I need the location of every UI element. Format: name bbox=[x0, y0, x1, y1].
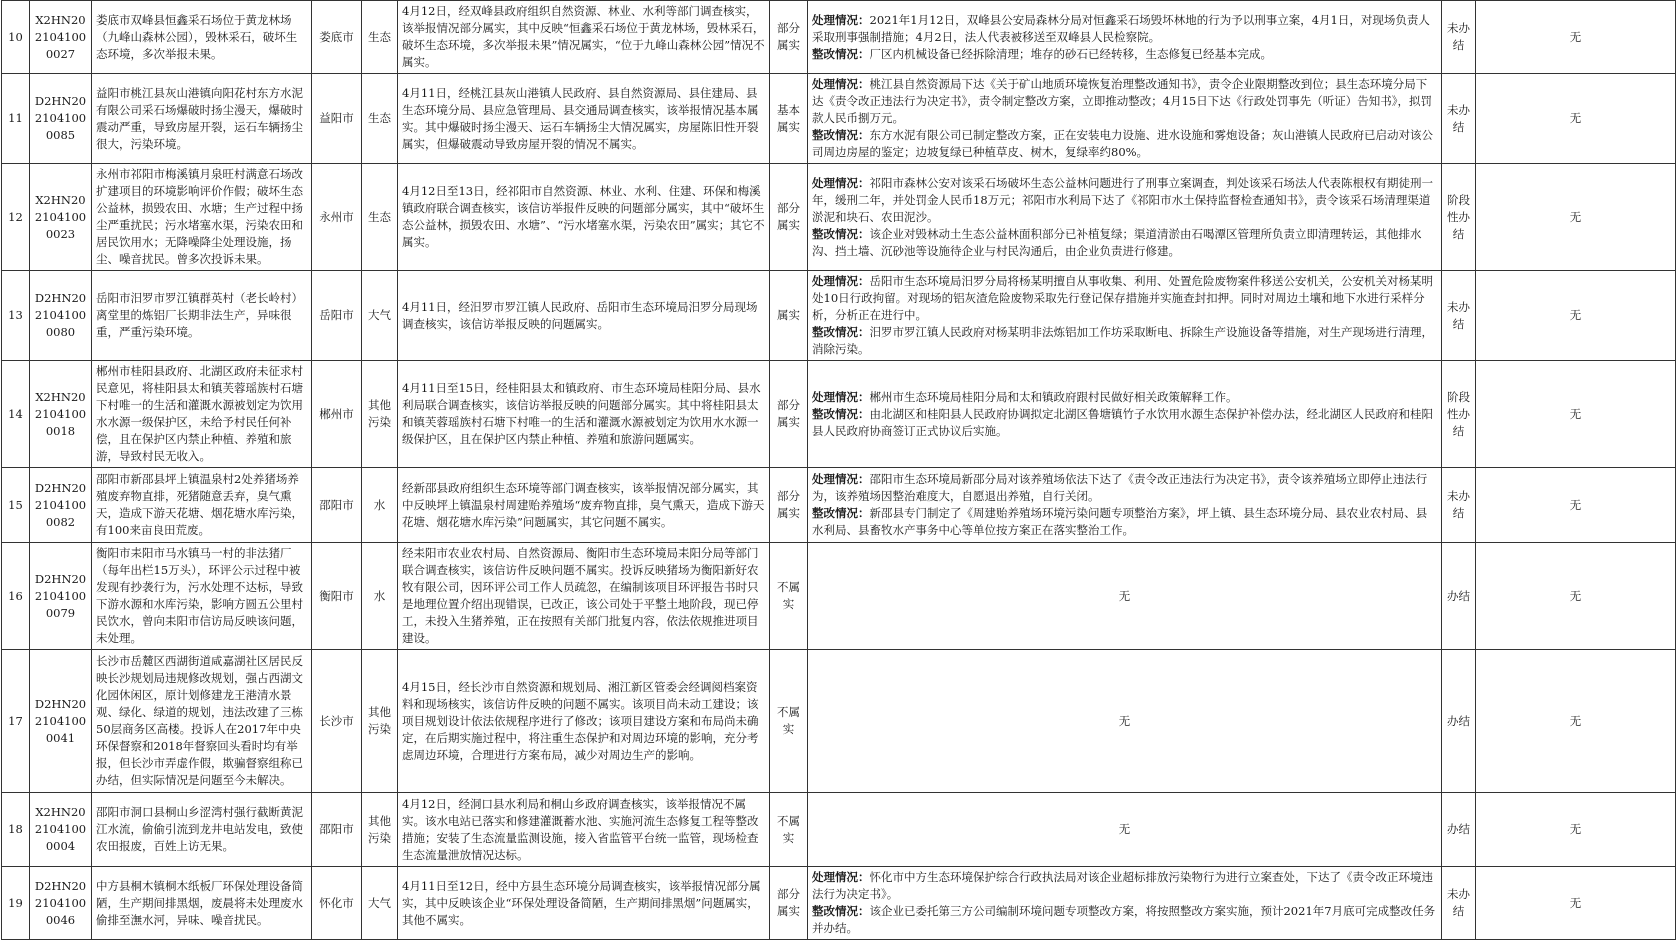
row-number: 12 bbox=[2, 164, 30, 271]
rectification-paragraph bbox=[812, 46, 1437, 63]
rectification-paragraph bbox=[812, 406, 1437, 440]
handling-result: 无 bbox=[808, 543, 1442, 650]
complaint-text: 娄底市双峰县恒鑫采石场位于黄龙林场（九峰山森林公园），毁林采石，破坏生态环境，多次举报未果。 bbox=[92, 1, 312, 74]
rectification-paragraph bbox=[812, 505, 1437, 539]
handling-paragraph bbox=[812, 869, 1437, 903]
investigation-text: 4月11日至12日，经中方县生态环境分局调查核实，该举报情况部分属实，其中反映该企业“环保处理设备简陋，生产期间排黑烟”问题属实，其他不属实。 bbox=[398, 867, 770, 940]
complaint-text: 衡阳市耒阳市马水镇马一村的非法猪厂（每年出栏15万头），环评公示过程中被发现有抄袭行为，污水处理不达标，导致下游水源和水库污染，影响方圆五公里村民饮水，曾向耒阳市信访局反映该问题，未处理。 bbox=[92, 543, 312, 650]
status: 办结 bbox=[1442, 650, 1476, 793]
row-number: 17 bbox=[2, 650, 30, 793]
petition-code: D2HN2021041000085 bbox=[30, 74, 92, 164]
petition-code: D2HN2021041000080 bbox=[30, 271, 92, 361]
rectification-label: 整改情况： bbox=[812, 904, 870, 918]
petition-code: X2HN2021041000023 bbox=[30, 164, 92, 271]
rectification-text: 新邵县专门制定了《周建贻养殖场环境污染问题专项整治方案》，坪上镇、县生态环境分局、县农业农村局、县水利局、县畜牧水产事务中心等单位按方案正在落实整治工作。 bbox=[812, 506, 1428, 537]
status: 未办结 bbox=[1442, 468, 1476, 543]
accountability: 无 bbox=[1476, 793, 1676, 867]
city: 岳阳市 bbox=[312, 271, 362, 361]
accountability: 无 bbox=[1476, 468, 1676, 543]
verdict: 部分属实 bbox=[770, 1, 808, 74]
handling-label: 处理情况： bbox=[812, 12, 870, 27]
rectification-text: 厂区内机械设备已经拆除清理；堆存的砂石已经转移，生态修复已经基本完成。 bbox=[869, 46, 1272, 61]
status: 未办结 bbox=[1442, 867, 1476, 940]
table-body bbox=[2, 1, 1676, 940]
complaint-text: 永州市祁阳市梅溪镇月泉旺村满意石场改扩建项目的环境影响评价作假；破坏生态公益林，损毁农田、水塘；生产过程中扬尘严重扰民；污水堵塞水渠，污染农田和居民饮用水；无降噪降尘处理设施，扬尘、噪音扰民。曾多次投诉未果。 bbox=[92, 164, 312, 271]
rectification-paragraph bbox=[812, 324, 1437, 358]
table-row bbox=[2, 271, 1676, 361]
verdict: 部分属实 bbox=[770, 867, 808, 940]
accountability: 无 bbox=[1476, 164, 1676, 271]
handling-text: 郴州市生态环境局桂阳分局和太和镇政府跟村民做好相关政策解释工作。 bbox=[869, 389, 1238, 404]
investigation-text: 经新邵县政府组织生态环境等部门调查核实，该举报情况部分属实，其中反映坪上镇温泉村周建贻养殖场“废弃物直排，臭气熏天，造成下游天花塘、烟花塘水库污染”问题属实，其它问题不属实。 bbox=[398, 468, 770, 543]
accountability: 无 bbox=[1476, 867, 1676, 940]
handling-label: 处理情况： bbox=[812, 274, 870, 288]
pollution-type: 其他污染 bbox=[362, 793, 398, 867]
status: 阶段性办结 bbox=[1442, 361, 1476, 468]
rectification-text: 该企业已委托第三方公司编制环境问题专项整改方案，将按照整改方案实施，预计2021年7月底可完成整改任务并办结。 bbox=[812, 904, 1436, 935]
pollution-type: 生态 bbox=[362, 74, 398, 164]
handling-paragraph bbox=[812, 76, 1437, 127]
handling-label: 处理情况： bbox=[812, 389, 870, 404]
city: 娄底市 bbox=[312, 1, 362, 74]
table-row bbox=[2, 1, 1676, 74]
status: 未办结 bbox=[1442, 74, 1476, 164]
accountability: 无 bbox=[1476, 271, 1676, 361]
handling-text: 祁阳市森林公安对该采石场破坏生态公益林问题进行了刑事立案调查，判处该采石场法人代表陈根权有期徒刑一年，缓刑二年，并处罚金人民币18万元；祁阳市水利局下达了《祁阳市水土保持监督检查通知书》，责令该采石场清理渠道淤泥和块石、农田泥沙。 bbox=[812, 175, 1433, 224]
row-number: 11 bbox=[2, 74, 30, 164]
accountability: 无 bbox=[1476, 1, 1676, 74]
table-row bbox=[2, 867, 1676, 940]
row-number: 18 bbox=[2, 793, 30, 867]
rectification-text: 东方水泥有限公司已制定整改方案，正在安装电力设施、进水设施和雾炮设备；灰山港镇人民政府已启动对该公司周边房屋的鉴定；边坡复绿已种植草皮、树木，复绿率约80%。 bbox=[812, 128, 1433, 159]
handling-cell bbox=[808, 271, 1442, 361]
table-row bbox=[2, 468, 1676, 543]
handling-paragraph bbox=[812, 175, 1437, 226]
handling-label: 处理情况： bbox=[812, 870, 870, 884]
city: 衡阳市 bbox=[312, 543, 362, 650]
investigation-text: 4月11日至15日，经桂阳县太和镇政府、市生态环境局桂阳分局、县水利局联合调查核实，该信访举报反映的问题部分属实。其中将桂阳县太和镇芙蓉瑶族村石塘下村唯一的生活和灌溉水源被划定为饮用水水源一级保护区，且在保护区内禁止种植、养殖和旅游问题属实。 bbox=[398, 361, 770, 468]
status: 未办结 bbox=[1442, 271, 1476, 361]
pollution-type: 大气 bbox=[362, 867, 398, 940]
handling-cell bbox=[808, 361, 1442, 468]
row-number: 16 bbox=[2, 543, 30, 650]
verdict: 基本属实 bbox=[770, 74, 808, 164]
pollution-type: 其他污染 bbox=[362, 650, 398, 793]
city: 怀化市 bbox=[312, 867, 362, 940]
handling-text: 邵阳市生态环境局新邵分局对该养殖场依法下达了《责令改正违法行为决定书》，责令该养殖场立即停止违法行为，该养殖场因整治难度大，自愿退出养殖，自行关闭。 bbox=[812, 472, 1428, 503]
handling-text: 2021年1月12日，双峰县公安局森林分局对恒鑫采石场毁坏林地的行为予以刑事立案，4月1日，对现场负责人采取刑事强制措施；4月2日，法人代表被移送至双峰县人民检察院。 bbox=[812, 12, 1430, 44]
status: 阶段性办结 bbox=[1442, 164, 1476, 271]
rectification-paragraph bbox=[812, 226, 1437, 260]
table-row bbox=[2, 74, 1676, 164]
city: 益阳市 bbox=[312, 74, 362, 164]
petition-code: D2HN2021041000046 bbox=[30, 867, 92, 940]
status: 办结 bbox=[1442, 543, 1476, 650]
accountability: 无 bbox=[1476, 543, 1676, 650]
verdict: 属实 bbox=[770, 271, 808, 361]
investigation-text: 4月15日，经长沙市自然资源和规划局、湘江新区管委会经调阅档案资料和现场核实，该信访件反映的问题不属实。该项目尚未动工建设；该项目规划设计依法依规程序进行了修改；该项目建设方案和布局尚未确定，在后期实施过程中，将注重生态保护和对周边环境的影响，充分考虑周边环境，合理进行方案布局，减少对周边生产的影响。 bbox=[398, 650, 770, 793]
table-row bbox=[2, 361, 1676, 468]
city: 长沙市 bbox=[312, 650, 362, 793]
handling-cell bbox=[808, 164, 1442, 271]
complaint-text: 郴州市桂阳县政府、北湖区政府未征求村民意见，将桂阳县太和镇芙蓉瑶族村石塘下村唯一的生活和灌溉水源被划定为饮用水水源一级保护区，未给予村民任何补偿，且在保护区内禁止种植、养殖和旅游，导致村民无收入。 bbox=[92, 361, 312, 468]
city: 郴州市 bbox=[312, 361, 362, 468]
verdict: 部分属实 bbox=[770, 468, 808, 543]
petition-code: D2HN2021041000079 bbox=[30, 543, 92, 650]
status: 办结 bbox=[1442, 793, 1476, 867]
pollution-type: 水 bbox=[362, 468, 398, 543]
complaint-text: 长沙市岳麓区西湖街道咸嘉湖社区居民反映长沙规划局违规修改规划，强占西湖文化园休闲区，原计划修建龙王港清水景观、绿化、绿道的规划，违法改建了三栋50层商务区高楼。投诉人在2017年中央环保督察和2018年督察回头看时均有举报，但长沙市弄虚作假，欺骗督察组称已办结，但实际情况是问题至今未解决。 bbox=[92, 650, 312, 793]
city: 永州市 bbox=[312, 164, 362, 271]
investigation-text: 4月11日，经汨罗市罗江镇人民政府、岳阳市生态环境局汨罗分局现场调查核实，该信访举报反映的问题属实。 bbox=[398, 271, 770, 361]
pollution-type: 水 bbox=[362, 543, 398, 650]
verdict: 部分属实 bbox=[770, 164, 808, 271]
investigation-text: 4月12日，经洞口县水利局和桐山乡政府调查核实，该举报情况不属实。该水电站已落实和修建灌溉蓄水池、实施河流生态修复工程等整改措施；安装了生态流量监测设施，接入省监管平台统一监管，现场检查生态流量泄放情况达标。 bbox=[398, 793, 770, 867]
complaint-text: 邵阳市洞口县桐山乡涩湾村强行截断黄泥江水流，偷偷引流到龙井电站发电，致使农田报废，百姓上访无果。 bbox=[92, 793, 312, 867]
handling-paragraph bbox=[812, 471, 1437, 505]
petition-code: D2HN2021041000082 bbox=[30, 468, 92, 543]
row-number: 14 bbox=[2, 361, 30, 468]
table-row bbox=[2, 543, 1676, 650]
verdict: 不属实 bbox=[770, 793, 808, 867]
handling-paragraph bbox=[812, 389, 1437, 406]
accountability: 无 bbox=[1476, 650, 1676, 793]
pollution-type: 其他污染 bbox=[362, 361, 398, 468]
complaint-text: 益阳市桃江县灰山港镇向阳花村东方水泥有限公司采石场爆破时扬尘漫天，爆破时震动严重，导致房屋开裂，运石车辆扬尘很大，污染环境。 bbox=[92, 74, 312, 164]
handling-cell bbox=[808, 468, 1442, 543]
verdict: 不属实 bbox=[770, 650, 808, 793]
investigation-text: 4月12日至13日，经祁阳市自然资源、林业、水利、住建、环保和梅溪镇政府联合调查核实，该信访举报件反映的问题部分属实，其中“破坏生态公益林，损毁农田、水塘”、“污水堵塞水渠，污染农田”属实；其它不属实。 bbox=[398, 164, 770, 271]
handling-cell bbox=[808, 1, 1442, 74]
handling-label: 处理情况： bbox=[812, 77, 870, 91]
rectification-text: 由北湖区和桂阳县人民政府协调拟定北湖区鲁塘镇竹子水饮用水源生态保护补偿办法，经北湖区人民政府和桂阳县人民政府协商签订正式协议后实施。 bbox=[812, 406, 1433, 438]
rectification-label: 整改情况： bbox=[812, 506, 870, 520]
rectification-label: 整改情况： bbox=[812, 325, 870, 339]
rectification-label: 整改情况： bbox=[812, 226, 870, 241]
petition-table bbox=[1, 0, 1676, 940]
investigation-text: 经耒阳市农业农村局、自然资源局、衡阳市生态环境局耒阳分局等部门联合调查核实，该信访件反映问题不属实。投诉反映猪场为衡阳新好农牧有限公司，因环评公司工作人员疏忽，在编制该项目环评报告书时只是地理位置介绍出现错误，已改正，该公司处于平整土地阶段，现已停工，未投入生猪养殖，正在按照有关部门批复内容，依法依规推进项目建设。 bbox=[398, 543, 770, 650]
handling-paragraph bbox=[812, 273, 1437, 324]
city: 邵阳市 bbox=[312, 468, 362, 543]
table-row bbox=[2, 650, 1676, 793]
rectification-text: 该企业对毁林动土生态公益林面积部分已补植复绿；渠道清淤由石喝潭区管理所负责立即清理转运，其他排水沟、挡土墙、沉砂池等设施待企业与村民沟通后，由企业负责进行修建。 bbox=[812, 226, 1422, 258]
handling-result: 无 bbox=[808, 793, 1442, 867]
handling-text: 桃江县自然资源局下达《关于矿山地质环境恢复治理整改通知书》，责令企业限期整改到位；县生态环境分局下达《责令改正违法行为决定书》，责令制定整改方案，立即推动整改；4月15日下达《行政处罚事先（听证）告知书》，拟罚款人民币捌万元。 bbox=[812, 77, 1432, 125]
handling-cell bbox=[808, 867, 1442, 940]
table-row bbox=[2, 793, 1676, 867]
handling-paragraph bbox=[812, 12, 1437, 46]
row-number: 15 bbox=[2, 468, 30, 543]
handling-cell bbox=[808, 74, 1442, 164]
handling-label: 处理情况： bbox=[812, 175, 870, 190]
petition-code: X2HN2021041000018 bbox=[30, 361, 92, 468]
pollution-type: 生态 bbox=[362, 164, 398, 271]
rectification-paragraph bbox=[812, 127, 1437, 161]
complaint-text: 中方县桐木镇桐木纸板厂环保处理设备简陋，生产期间排黑烟，废晨将未处理废水偷排至潕水河，异味、噪音扰民。 bbox=[92, 867, 312, 940]
row-number: 10 bbox=[2, 1, 30, 74]
handling-text: 怀化市中方生态环境保护综合行政执法局对该企业超标排放污染物行为进行立案查处，下达了《责令改正环境违法行为决定书》。 bbox=[812, 870, 1433, 901]
investigation-text: 4月11日，经桃江县灰山港镇人民政府、县自然资源局、县住建局、县生态环境分局、县应急管理局、县交通局调查核实，该举报情况基本属实。其中爆破时扬尘漫天、运石车辆扬尘大情况属实，房屋陈旧性开裂属实，但爆破震动导致房屋开裂的情况不属实。 bbox=[398, 74, 770, 164]
rectification-paragraph bbox=[812, 903, 1437, 937]
handling-text: 岳阳市生态环境局汨罗分局将杨某明擅自从事收集、利用、处置危险废物案件移送公安机关，公安机关对杨某明处10日行政拘留。对现场的铝灰渣危险废物采取先行登记保存措施并实施查封扣押。同时对周边土壤和地下水进行采样分析，分析正在进行中。 bbox=[812, 274, 1433, 322]
handling-label: 处理情况： bbox=[812, 472, 870, 486]
accountability: 无 bbox=[1476, 361, 1676, 468]
complaint-text: 岳阳市汨罗市罗江镇群英村（老长岭村）离堂里的炼铝厂长期非法生产，异味很重，严重污染环境。 bbox=[92, 271, 312, 361]
investigation-text: 4月12日，经双峰县政府组织自然资源、林业、水利等部门调查核实，该举报情况部分属实，其中反映“恒鑫采石场位于黄龙林场，毁林采石，破坏生态环境，多次举报未果”情况属实，“位于九峰山森林公园”情况不属实。 bbox=[398, 1, 770, 74]
table-row bbox=[2, 164, 1676, 271]
handling-result: 无 bbox=[808, 650, 1442, 793]
rectification-label: 整改情况： bbox=[812, 46, 870, 61]
pollution-type: 大气 bbox=[362, 271, 398, 361]
rectification-label: 整改情况： bbox=[812, 128, 870, 142]
status: 未办结 bbox=[1442, 1, 1476, 74]
rectification-label: 整改情况： bbox=[812, 406, 870, 421]
petition-code: X2HN2021041000027 bbox=[30, 1, 92, 74]
accountability: 无 bbox=[1476, 74, 1676, 164]
pollution-type: 生态 bbox=[362, 1, 398, 74]
petition-code: D2HN2021041000041 bbox=[30, 650, 92, 793]
row-number: 19 bbox=[2, 867, 30, 940]
city: 邵阳市 bbox=[312, 793, 362, 867]
verdict: 部分属实 bbox=[770, 361, 808, 468]
verdict: 不属实 bbox=[770, 543, 808, 650]
rectification-text: 汨罗市罗江镇人民政府对杨某明非法炼铝加工作坊采取断电、拆除生产设施设备等措施，对生产现场进行清理，消除污染。 bbox=[812, 325, 1433, 356]
petition-code: X2HN2021041000004 bbox=[30, 793, 92, 867]
complaint-text: 邵阳市新邵县坪上镇温泉村2处养猪场养殖废弃物直排，死猪随意丢弃，臭气熏天，造成下游天花塘、烟花塘水库污染，有100来亩良田荒废。 bbox=[92, 468, 312, 543]
row-number: 13 bbox=[2, 271, 30, 361]
